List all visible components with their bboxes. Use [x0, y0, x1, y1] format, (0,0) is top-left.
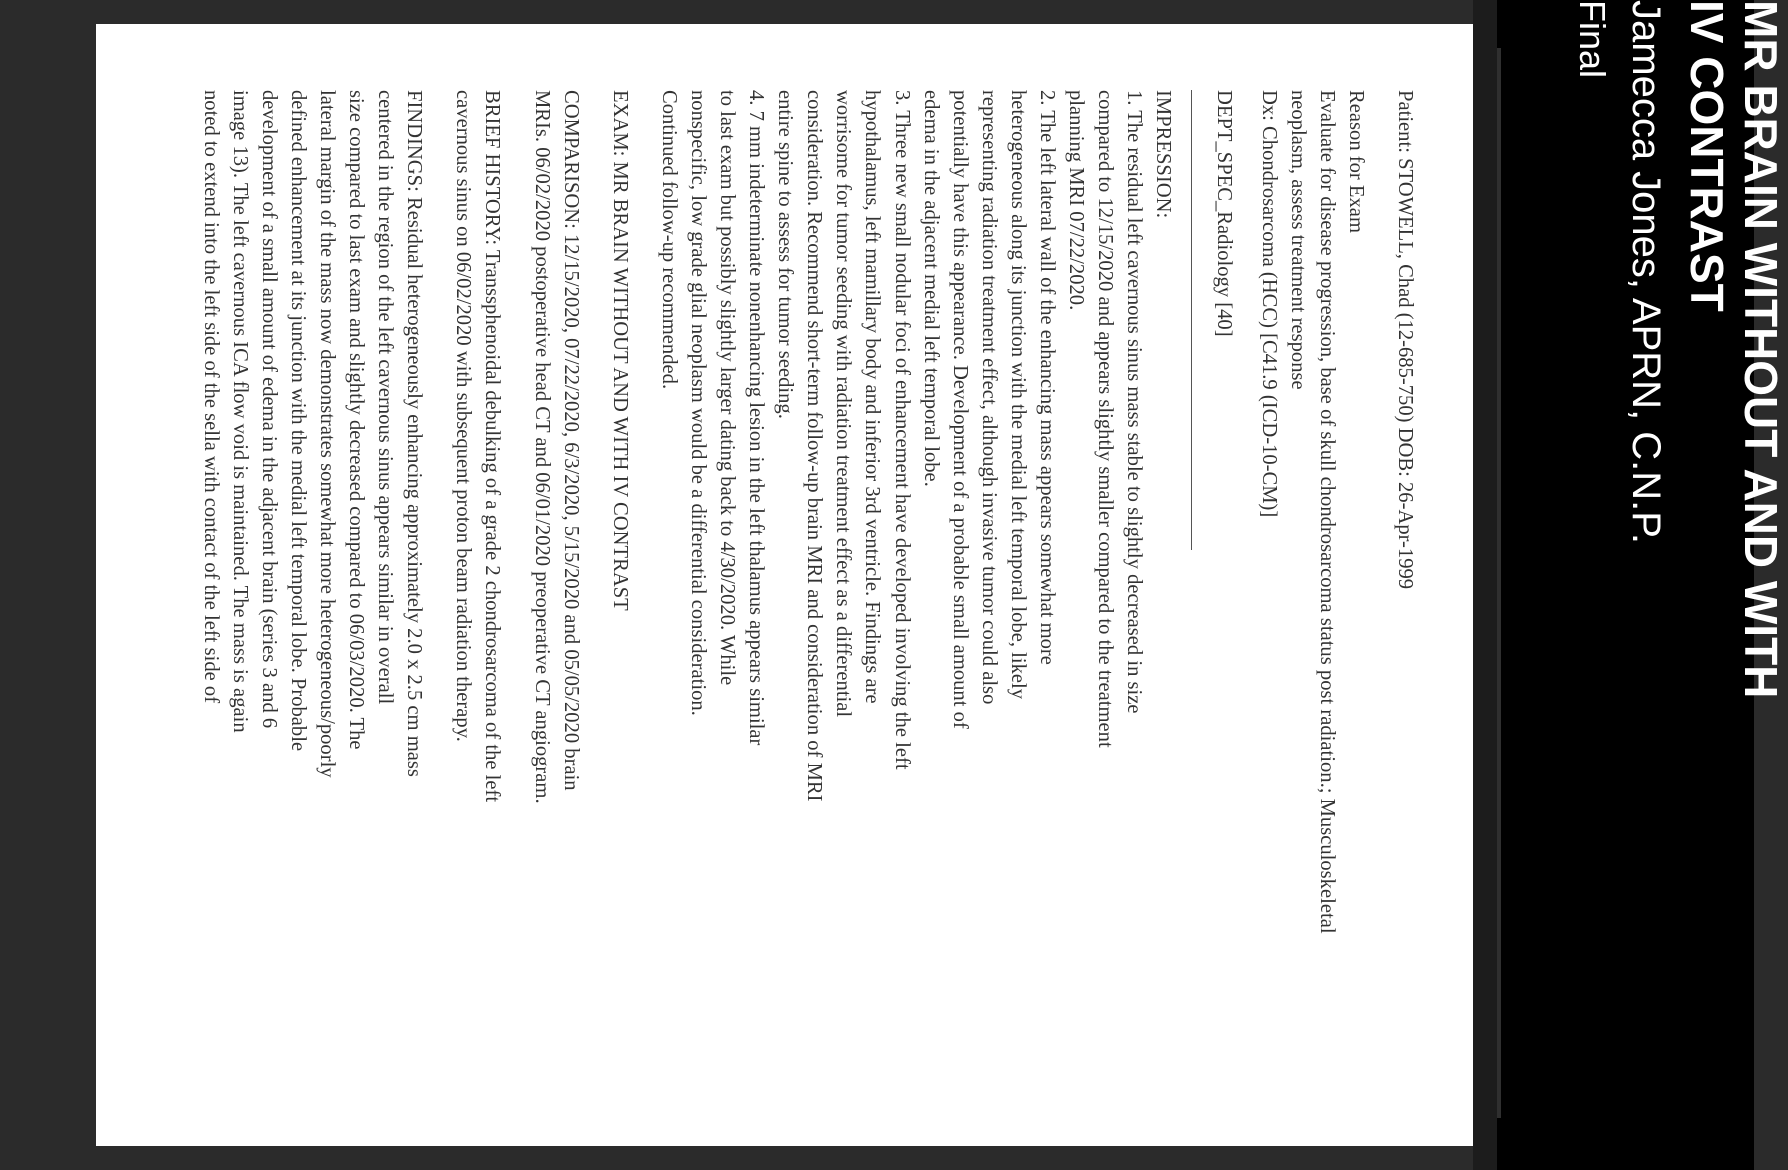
panel-accent-line — [1497, 48, 1501, 1118]
impression-line: representing radiation treatment effect, although invasive tumor could also — [977, 90, 1000, 705]
findings-line: development of a small amount of edema in the adjacent brain (series 3 and 6 — [257, 90, 280, 729]
findings-line: noted to extend into the left side of the sella with contact of the left side of — [199, 90, 222, 704]
reason-heading: Reason for Exam — [1344, 90, 1367, 233]
findings-line: size compared to last exam and slightly decreased compared to 06/03/2020. The — [345, 90, 368, 750]
impression-heading: IMPRESSION: — [1152, 90, 1175, 219]
impression-line: compared to 12/15/2020 and appears slightly smaller compared to the treatment — [1094, 90, 1117, 748]
impression-line: 1. The residual left cavernous sinus mass stable to slightly decreased in size — [1123, 90, 1146, 714]
report-body — [196, 90, 1419, 1090]
impression-line: heterogeneous along its junction with the medial left temporal lobe, likely — [1006, 90, 1029, 700]
impression-line: potentially have this appearance. Development of a probable small amount of — [948, 90, 971, 729]
impression-line: worrisome for tumor seeding with radiation treatment effect as a differential — [832, 90, 855, 718]
reason-line: Evaluate for disease progression, base of skull chondrosarcoma status post radiation.; Musculoskeletal — [1315, 90, 1338, 934]
history-line: cavernous sinus on 06/02/2020 with subsequent proton beam radiation therapy. — [452, 90, 475, 742]
comparison-line: COMPARISON: 12/15/2020, 07/22/2020, 6/3/2020, 5/15/2020 and 05/05/2020 brain — [559, 90, 582, 791]
reason-line: Dx: Chondrosarcoma (HCC) [C41.9 (ICD-10-CM)] — [1257, 90, 1280, 518]
impression-line: nonspecific, low grade glial neoplasm would be a differential consideration. — [686, 90, 709, 716]
reason-line: neoplasm, assess treatment response — [1286, 90, 1309, 390]
findings-line: lateral margin of the mass now demonstrates somewhat more heterogeneous/poorly — [316, 90, 338, 778]
divider — [1191, 90, 1192, 550]
impression-line: edema in the adjacent medial left temporal lobe. — [919, 90, 942, 487]
dept-line: DEPT_SPEC_Radiology [40] — [1212, 90, 1235, 337]
impression-line: 3. Three new small nodular foci of enhancement have developed involving the left — [890, 90, 913, 770]
report-status: Final — [1572, 0, 1613, 79]
impression-line: Continued follow-up recommended. — [657, 90, 680, 390]
patient-line: Patient: STOWELL, Chad (12-685-750) DOB: 26-Apr-1999 — [1394, 90, 1416, 590]
impression-line: to last exam but possibly slightly larger dating back to 4/30/2020. While — [716, 90, 739, 686]
exam-line: EXAM: MR BRAIN WITHOUT AND WITH IV CONTRAST — [608, 90, 631, 611]
panel-divider — [1473, 0, 1497, 1170]
findings-line: centered in the region of the left cavernous sinus appears similar in overall — [374, 90, 397, 705]
impression-line: planning MRI 07/22/2020. — [1065, 90, 1088, 311]
impression-line: hypothalamus, left mamillary body and inferior 3rd ventricle. Findings are — [861, 90, 884, 704]
findings-line: image 13). The left cavernous ICA flow void is maintained. The mass is again — [228, 90, 251, 733]
impression-line: consideration. Recommend short-term follow-up brain MRI and consideration of MRI — [803, 90, 826, 802]
report-page[interactable] — [96, 24, 1473, 1146]
report-author: Jamecca Jones, APRN, C.N.P. — [1624, 0, 1668, 544]
report-title-line-2: IV CONTRAST — [1681, 0, 1733, 312]
impression-line: entire spine to assess for tumor seeding. — [774, 90, 797, 419]
findings-line: FINDINGS: Residual heterogeneously enhancing approximately 2.0 x 2.5 cm mass — [403, 90, 426, 777]
impression-line: 4. 7 mm indeterminate nonenhancing lesion in the left thalamus appears similar — [745, 90, 768, 746]
impression-line: 2. The left lateral wall of the enhancing mass appears somewhat more — [1036, 90, 1059, 665]
report-document — [96, 24, 1473, 1146]
history-line: BRIEF HISTORY: Transsphenoidal debulking of a grade 2 chondrosarcoma of the left — [481, 90, 504, 803]
comparison-line: MRIs. 06/02/2020 postoperative head CT and 06/01/2020 preoperative CT angiogram. — [530, 90, 553, 804]
report-header — [1534, 0, 1787, 1170]
report-title-line-1: MR BRAIN WITHOUT AND WITH — [1735, 0, 1787, 699]
findings-line: defined enhancement at its junction with the medial left temporal lobe. Probable — [286, 90, 309, 752]
